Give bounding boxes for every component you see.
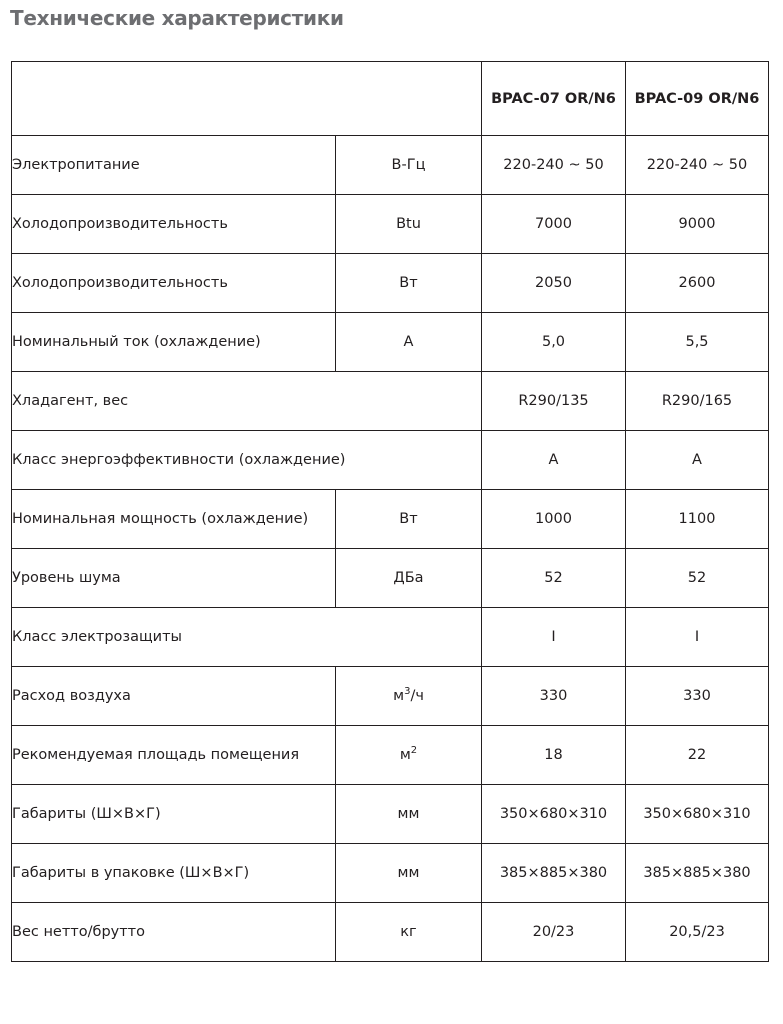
spec-value: 5,0 [482, 313, 626, 372]
table-row [12, 195, 769, 254]
table-row [12, 667, 769, 726]
spec-value: 7000 [482, 195, 626, 254]
spec-value: 350×680×310 [626, 785, 769, 844]
spec-value: 350×680×310 [482, 785, 626, 844]
spec-name: Хладагент, вес [12, 372, 482, 431]
spec-name: Расход воздуха [12, 667, 336, 726]
table-row [12, 490, 769, 549]
spec-value: 1100 [626, 490, 769, 549]
table-row [12, 372, 769, 431]
spec-value: 5,5 [626, 313, 769, 372]
spec-name: Уровень шума [12, 549, 336, 608]
table-row [12, 549, 769, 608]
spec-name: Номинальная мощность (охлаждение) [12, 490, 336, 549]
spec-value: 330 [626, 667, 769, 726]
unit-superscript: 3 [404, 686, 411, 698]
spec-unit: Вт [336, 490, 482, 549]
spec-name: Холодопроизводительность [12, 195, 336, 254]
spec-value: 20,5/23 [626, 903, 769, 962]
spec-unit: кг [336, 903, 482, 962]
spec-name: Габариты (Ш×В×Г) [12, 785, 336, 844]
spec-name: Электропитание [12, 136, 336, 195]
spec-value: 2600 [626, 254, 769, 313]
spec-value: 52 [482, 549, 626, 608]
spec-unit [336, 667, 482, 726]
spec-value: 220-240 ~ 50 [626, 136, 769, 195]
spec-unit: В-Гц [336, 136, 482, 195]
spec-name: Класс электрозащиты [12, 608, 482, 667]
table-row [12, 136, 769, 195]
spec-value: 385×885×380 [626, 844, 769, 903]
spec-value: 22 [626, 726, 769, 785]
spec-unit: A [336, 313, 482, 372]
table-row [12, 254, 769, 313]
spec-value: R290/165 [626, 372, 769, 431]
table-row [12, 844, 769, 903]
spec-name: Рекомендуемая площадь помещения [12, 726, 336, 785]
table-row [12, 431, 769, 490]
spec-value: 18 [482, 726, 626, 785]
spec-value: I [626, 608, 769, 667]
spec-name: Класс энергоэффективности (охлаждение) [12, 431, 482, 490]
table-row [12, 903, 769, 962]
spec-value: 330 [482, 667, 626, 726]
header-empty-cell [12, 62, 482, 136]
table-row [12, 785, 769, 844]
spec-value: 2050 [482, 254, 626, 313]
specs-table [11, 61, 769, 962]
model-header: BPAC-09 OR/N6 [626, 62, 769, 136]
spec-value: A [626, 431, 769, 490]
spec-value: 385×885×380 [482, 844, 626, 903]
page-title: Технические характеристики [10, 6, 344, 30]
unit-superscript: 2 [410, 745, 418, 757]
spec-name: Номинальный ток (охлаждение) [12, 313, 336, 372]
table-row [12, 608, 769, 667]
table-row [12, 726, 769, 785]
spec-value: 20/23 [482, 903, 626, 962]
spec-value: 220-240 ~ 50 [482, 136, 626, 195]
spec-value: 1000 [482, 490, 626, 549]
spec-value: 9000 [626, 195, 769, 254]
spec-unit: мм [336, 785, 482, 844]
spec-unit: ДБа [336, 549, 482, 608]
spec-unit [336, 726, 482, 785]
spec-name: Вес нетто/брутто [12, 903, 336, 962]
unit-suffix: /ч [410, 688, 424, 704]
spec-value: 52 [626, 549, 769, 608]
spec-value: R290/135 [482, 372, 626, 431]
spec-unit: мм [336, 844, 482, 903]
table-header-row [12, 62, 769, 136]
spec-value: A [482, 431, 626, 490]
spec-name: Холодопроизводительность [12, 254, 336, 313]
spec-unit: Btu [336, 195, 482, 254]
spec-name: Габариты в упаковке (Ш×В×Г) [12, 844, 336, 903]
table-row [12, 313, 769, 372]
unit-base: м [399, 747, 411, 763]
spec-value: I [482, 608, 626, 667]
unit-base: м [393, 688, 405, 704]
spec-unit: Вт [336, 254, 482, 313]
model-header: BPAC-07 OR/N6 [482, 62, 626, 136]
